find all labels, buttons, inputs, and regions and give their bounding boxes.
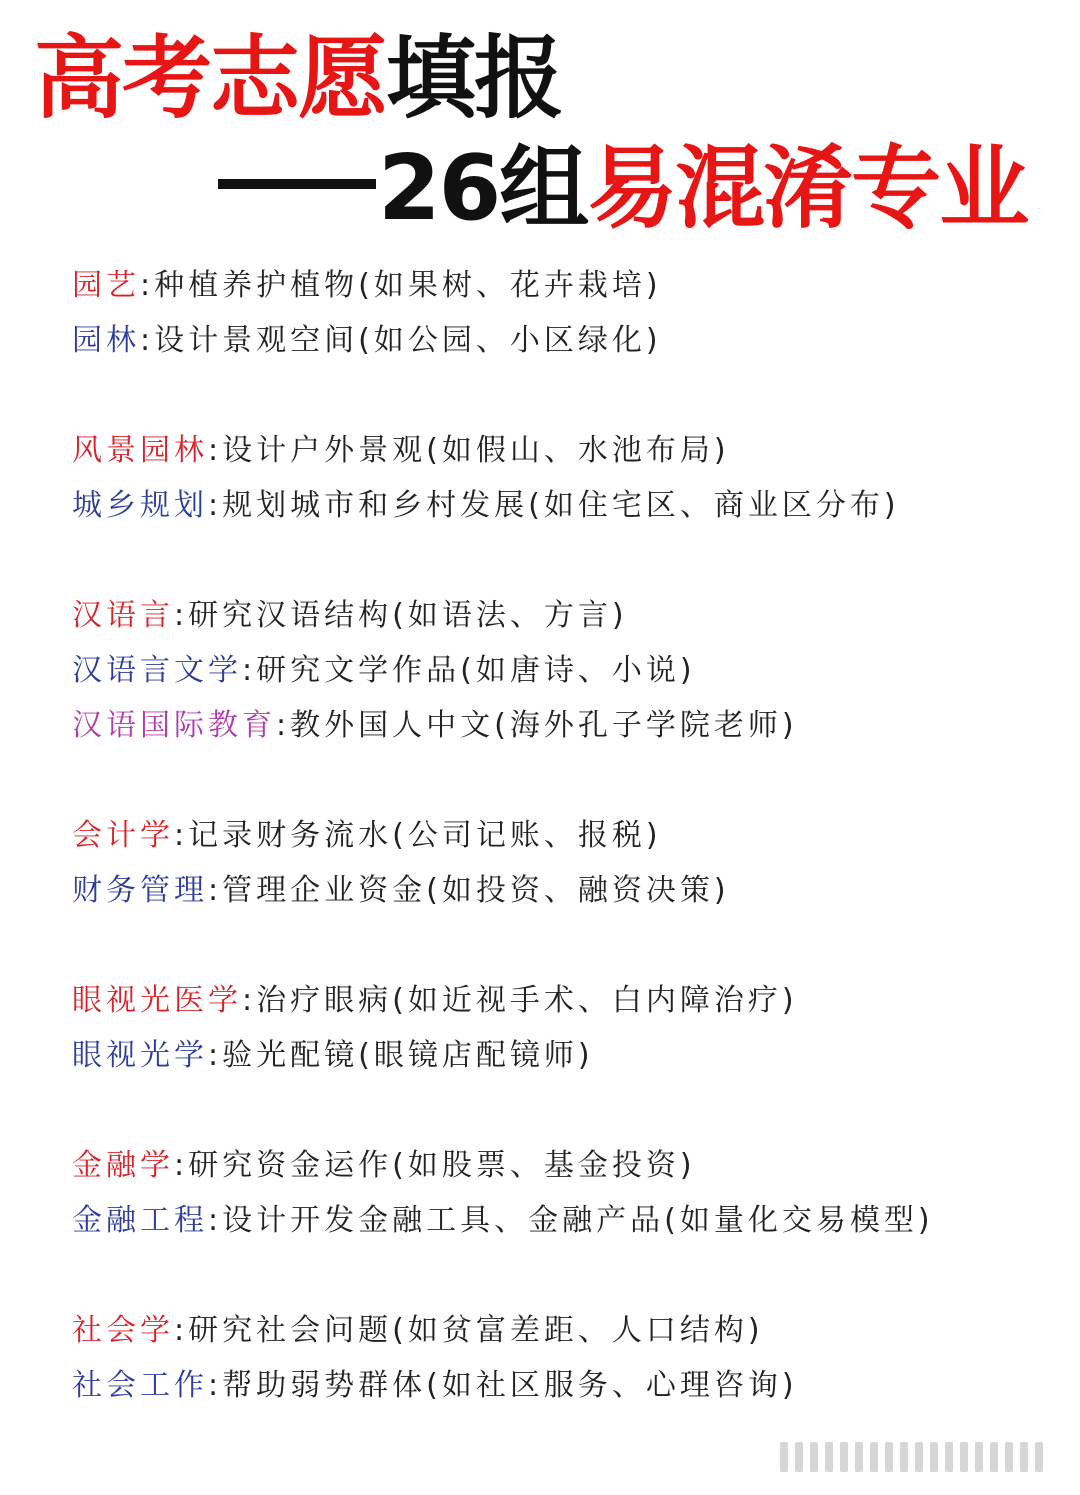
major-group (72, 973, 1062, 1083)
major-row (72, 313, 1062, 368)
major-row (72, 973, 1062, 1028)
major-description: 治疗眼病(如近视手术、白内障治疗) (256, 983, 798, 1018)
major-row (72, 588, 1062, 643)
major-description: 帮助弱势群体(如社区服务、心理咨询) (222, 1368, 798, 1403)
subtitle-highlight: 易混淆专业 (587, 136, 1028, 241)
colon-separator: : (174, 818, 189, 853)
colon-separator: : (208, 433, 223, 468)
major-description: 教外国人中文(海外孔子学院老师) (290, 708, 798, 743)
major-name: 社会学 (72, 1313, 174, 1348)
major-row (72, 1193, 1062, 1248)
major-description: 研究文学作品(如唐诗、小说) (256, 653, 696, 688)
major-description: 管理企业资金(如投资、融资决策) (222, 873, 730, 908)
major-name: 会计学 (72, 818, 174, 853)
major-group (72, 808, 1062, 918)
colon-separator: : (208, 1038, 223, 1073)
colon-separator: : (208, 488, 223, 523)
major-name: 城乡规划 (72, 488, 208, 523)
major-row (72, 423, 1062, 478)
major-name: 园艺 (72, 268, 140, 303)
major-row (72, 1028, 1062, 1083)
major-row (72, 1138, 1062, 1193)
major-comparison-list (72, 258, 1062, 1468)
colon-separator: : (242, 653, 257, 688)
major-description: 设计户外景观(如假山、水池布局) (222, 433, 730, 468)
title-text: 填报 (386, 26, 562, 131)
watermark-barcode (780, 1438, 1050, 1476)
major-name: 园林 (72, 323, 140, 358)
major-name: 眼视光学 (72, 1038, 208, 1073)
colon-separator: : (140, 323, 155, 358)
colon-separator: : (208, 873, 223, 908)
major-description: 记录财务流水(公司记账、报税) (188, 818, 662, 853)
subtitle-count: 26组 (378, 136, 588, 241)
major-row (72, 1358, 1062, 1413)
major-group (72, 1303, 1062, 1413)
colon-separator: : (208, 1368, 223, 1403)
major-name: 汉语言 (72, 598, 174, 633)
major-description: 规划城市和乡村发展(如住宅区、商业区分布) (222, 488, 900, 523)
major-description: 验光配镜(眼镜店配镜师) (222, 1038, 594, 1073)
major-description: 种植养护植物(如果树、花卉栽培) (154, 268, 662, 303)
major-name: 金融学 (72, 1148, 174, 1183)
major-row (72, 1303, 1062, 1358)
major-name: 汉语国际教育 (72, 708, 276, 743)
major-row (72, 478, 1062, 533)
major-row (72, 808, 1062, 863)
major-group (72, 1138, 1062, 1248)
colon-separator: : (276, 708, 291, 743)
major-name: 金融工程 (72, 1203, 208, 1238)
major-description: 设计开发金融工具、金融产品(如量化交易模型) (222, 1203, 934, 1238)
colon-separator: : (174, 1148, 189, 1183)
page-subtitle (218, 136, 1028, 241)
colon-separator: : (174, 598, 189, 633)
colon-separator: : (174, 1313, 189, 1348)
major-row (72, 698, 1062, 753)
major-row (72, 863, 1062, 918)
major-description: 设计景观空间(如公园、小区绿化) (154, 323, 662, 358)
major-description: 研究汉语结构(如语法、方言) (188, 598, 628, 633)
major-group (72, 258, 1062, 368)
major-row (72, 643, 1062, 698)
major-name: 汉语言文学 (72, 653, 242, 688)
major-description: 研究社会问题(如贫富差距、人口结构) (188, 1313, 764, 1348)
colon-separator: : (208, 1203, 223, 1238)
major-name: 社会工作 (72, 1368, 208, 1403)
colon-separator: : (140, 268, 155, 303)
major-description: 研究资金运作(如股票、基金投资) (188, 1148, 696, 1183)
major-name: 风景园林 (72, 433, 208, 468)
major-group (72, 588, 1062, 753)
major-group (72, 423, 1062, 533)
major-row (72, 258, 1062, 313)
title-highlight: 高考志愿 (34, 26, 386, 131)
major-name: 财务管理 (72, 873, 208, 908)
major-name: 眼视光医学 (72, 983, 242, 1018)
page-title (34, 26, 562, 131)
colon-separator: : (242, 983, 257, 1018)
em-dash-rule (218, 179, 376, 189)
